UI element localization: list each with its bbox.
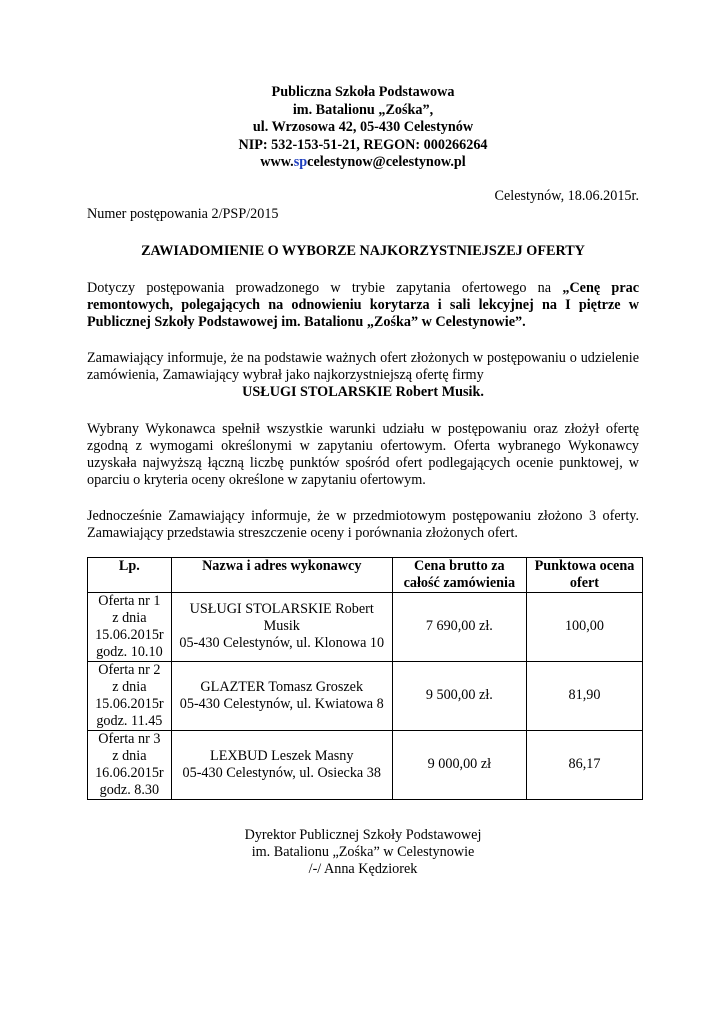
- document-title: ZAWIADOMIENIE O WYBORZE NAJKORZYSTNIEJSZEJ OFERTY: [141, 242, 585, 259]
- offer-time: godz. 8.30: [99, 781, 160, 798]
- offer-number: Oferta nr 2: [98, 661, 161, 678]
- offers-table: [87, 557, 643, 800]
- contractor-name: LEXBUD Leszek Masny: [210, 747, 354, 764]
- contractor-cell: [171, 661, 392, 730]
- offer-number: Oferta nr 1: [98, 592, 161, 609]
- contractor-address: 05-430 Celestynów, ul. Klonowa 10: [179, 635, 385, 652]
- offer-date: 15.06.2015r: [95, 626, 164, 643]
- school-website[interactable]: [87, 154, 639, 172]
- school-tax-ids: NIP: 532-153-51-21, REGON: 000266264: [238, 136, 488, 153]
- website-suffix: celestynow@celestynow.pl: [307, 154, 466, 171]
- offer-lp-cell: [88, 661, 172, 730]
- school-header: [87, 84, 639, 172]
- table-row: [88, 661, 643, 730]
- school-address: ul. Wrzosowa 42, 05-430 Celestynów: [252, 119, 474, 136]
- contractor-cell: [171, 592, 392, 661]
- contractor-cell: [171, 730, 392, 799]
- justification-paragraph: Wybrany Wykonawca spełnił wszystkie warunki udziału w postępowaniu oraz złożył ofertę zgodną z wymogami określonymi w zapytaniu ofertowym. Oferta wybranego Wykonawcy uzyskała najwyższą łączną liczbę punktów spośród ofert podlegających ocenie punktowej, w oparciu o kryteria oceny określone w zapytaniu ofertowym.: [87, 420, 639, 488]
- document-page: [87, 84, 639, 878]
- subject-paragraph: [87, 280, 639, 331]
- offer-lp-cell: [88, 730, 172, 799]
- subject-intro: Dotyczy postępowania prowadzonego w trybie zapytania ofertowego na: [87, 279, 563, 296]
- offer-lp-cell: [88, 592, 172, 661]
- table-row: [88, 592, 643, 661]
- offer-number: Oferta nr 3: [98, 730, 161, 747]
- summary-paragraph: Jednocześnie Zamawiający informuje, że w przedmiotowym postępowaniu złożono 3 oferty. Zamawiający przedstawia streszczenie oceny i porównania złożonych ofert.: [87, 507, 639, 541]
- offer-time: godz. 10.10: [96, 643, 163, 660]
- contractor-address: 05-430 Celestynów, ul. Kwiatowa 8: [179, 695, 384, 712]
- selection-text: Zamawiający informuje, że na podstawie ważnych ofert złożonych w postępowaniu o udzielenie zamówienia, Zamawiający wybrał jako najkorzystniejszą ofertę firmy: [87, 349, 639, 383]
- reference-number: Numer postępowania 2/PSP/2015: [87, 205, 279, 222]
- signature-name: /-/ Anna Kędziorek: [308, 860, 418, 877]
- header-price: Cena brutto za całość zamówienia: [392, 557, 526, 592]
- score-cell: 100,00: [526, 592, 642, 661]
- contractor-name-cont: Musik: [263, 618, 300, 635]
- table-header-row: [88, 557, 643, 592]
- score-cell: 81,90: [526, 661, 642, 730]
- signature-title: Dyrektor Publicznej Szkoły Podstawowej: [244, 826, 482, 843]
- website-highlight: sp: [293, 154, 308, 171]
- price-cell: 7 690,00 zł.: [392, 592, 526, 661]
- subject-bold: „Cenę prac remontowych, polegających na odnowieniu korytarza i sali lekcyjnej na I piętrze w Publicznej Szkoły Podstawowej im. Batalionu „Zośka” w Celestynowie”.: [87, 279, 640, 330]
- document-date: Celestynów, 18.06.2015r.: [494, 187, 639, 204]
- offer-time: godz. 11.45: [96, 712, 163, 729]
- price-cell: 9 500,00 zł.: [392, 661, 526, 730]
- selected-contractor: USŁUGI STOLARSKIE Robert Musik.: [242, 383, 484, 400]
- selection-paragraph: [87, 350, 639, 384]
- contractor-address: 05-430 Celestynów, ul. Osiecka 38: [182, 764, 381, 781]
- offer-date-label: z dnia: [112, 747, 147, 764]
- offer-date-label: z dnia: [112, 609, 147, 626]
- school-patron: im. Batalionu „Zośka”,: [292, 101, 434, 118]
- header-contractor: Nazwa i adres wykonawcy: [171, 557, 392, 592]
- score-cell: 86,17: [526, 730, 642, 799]
- offer-date: 16.06.2015r: [95, 764, 164, 781]
- contractor-name: GLAZTER Tomasz Groszek: [200, 678, 364, 695]
- contractor-name: USŁUGI STOLARSKIE Robert: [189, 601, 374, 618]
- offer-date: 15.06.2015r: [95, 695, 164, 712]
- header-lp: Lp.: [88, 557, 172, 592]
- price-cell: 9 000,00 zł: [392, 730, 526, 799]
- header-score: Punktowa ocena ofert: [526, 557, 642, 592]
- school-name: Publiczna Szkoła Podstawowa: [271, 84, 455, 100]
- table-row: [88, 730, 643, 799]
- signature-school: im. Batalionu „Zośka” w Celestynowie: [251, 843, 475, 860]
- signature-block: [87, 827, 639, 878]
- offer-date-label: z dnia: [112, 678, 147, 695]
- website-prefix: www.: [260, 154, 294, 171]
